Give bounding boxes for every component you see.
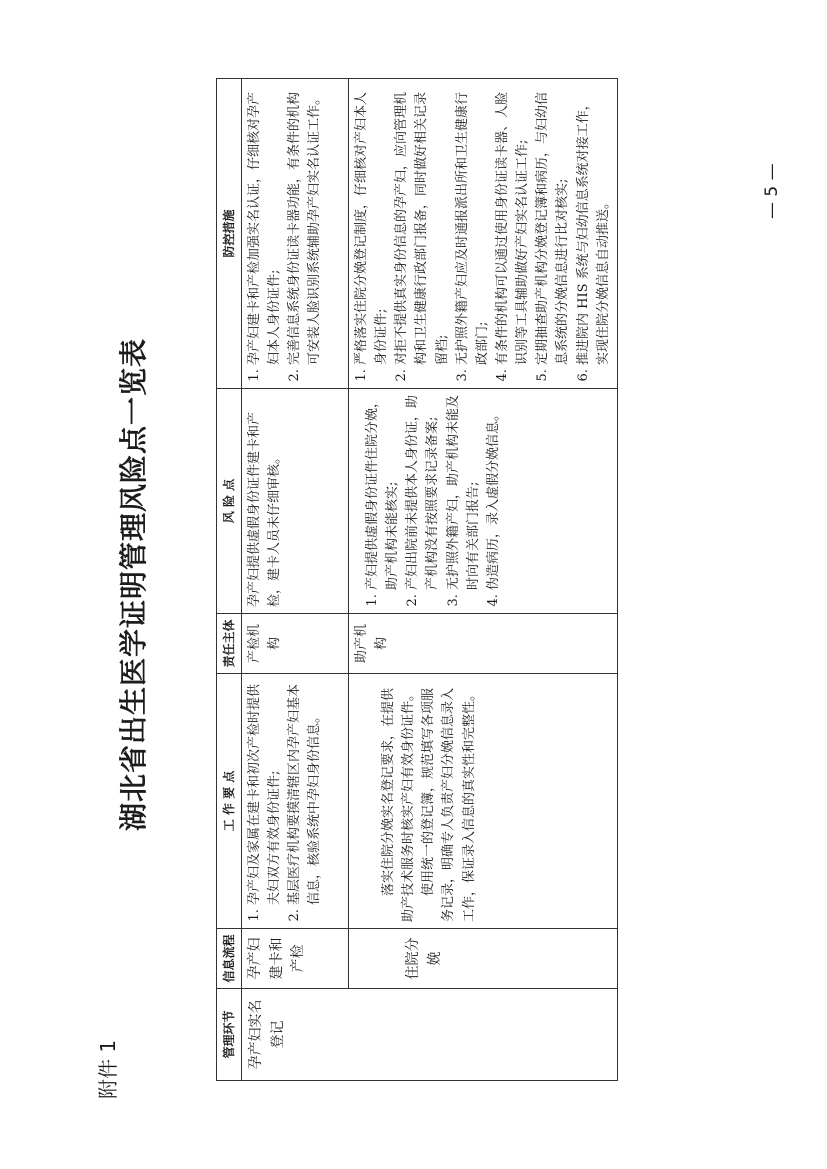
- responsible-cell: 产检机构: [242, 614, 349, 674]
- flow-cell: 住院分娩: [349, 929, 618, 989]
- responsible-cell: 助产机构: [349, 614, 618, 674]
- list-item: 1. 孕产妇及家属在建卡和初次产检时提供夫妇双方有效身份证件;: [245, 680, 285, 905]
- list-item: 2. 基层医疗机构要摸清辖区内孕产妇基本信息，核验系统中孕妇身份信息。: [285, 680, 325, 905]
- table-row: [349, 79, 618, 1081]
- header-responsible: 责任主体: [217, 614, 242, 674]
- risk-points-cell: 孕产妇提供虚假身份证件建卡和产检，建卡人员未仔细审核。: [242, 389, 349, 614]
- list-item: 1. 严格落实住院分娩登记制度，仔细核对产妇本人身份证件;: [352, 85, 392, 365]
- list-item: 2. 对拒不提供真实身份信息的孕产妇，应向管理机构和卫生健康行政部门报备，同时做好相关记录留档;: [392, 85, 452, 365]
- header-risk-points: 风 险 点: [217, 389, 242, 614]
- list-item: 2. 产妇出院前未提供本人身份证，助产机构没有按照要求记录备案;: [403, 395, 443, 590]
- page-title: 湖北省出生医学证明管理风险点一览表: [117, 338, 150, 832]
- list-item: 2. 完善信息系统身份证读卡器功能，有条件的机构可安装人脸识别系统辅助孕产妇实名认证工作。: [285, 85, 325, 365]
- key-points-cell: [242, 674, 349, 929]
- list-item: 1. 产妇提供虚假身份证件住院分娩，助产机构未能核实;: [363, 395, 403, 590]
- risk-table: [216, 78, 618, 1081]
- key-point-paragraph: 使用统一的登记簿，规范填写各项服务记录，明确专人负责产妇分娩信息录入工作，保证录入信息的真实性和完整性。: [421, 687, 477, 922]
- page-number: — 5 —: [762, 163, 782, 219]
- list-item: 3. 无护照外籍产妇，助产机构未能及时向有关部门报告;: [444, 395, 484, 590]
- header-flow: 信息流程: [217, 929, 242, 989]
- list-item: 6. 推进院内 HIS 系统与妇幼信息系统对接工作，实现住院分娩信息自动推送。: [574, 85, 614, 365]
- list-item: 3. 无护照外籍产妇应及时通报派出所和卫生健康行政部门;: [453, 85, 493, 365]
- stage-cell: 孕产妇实名登记: [242, 989, 618, 1081]
- header-stage: 管理环节: [217, 989, 242, 1081]
- table-row: [242, 79, 349, 1081]
- list-item: 4. 伪造病历，录入虚假分娩信息。: [484, 395, 504, 590]
- list-item: 5. 定期抽查助产机构分娩登记簿和病历，与妇幼信息系统的分娩信息进行比对核实;: [533, 85, 573, 365]
- key-point-paragraph: 落实住院分娩实名登记要求，在提供助产技术服务时核实产妇有效身份证件。: [381, 687, 417, 922]
- key-points-cell: [349, 674, 618, 929]
- measures-cell: [242, 79, 349, 389]
- list-item: 4. 有条件的机构可以通过使用身份证读卡器、人脸识别等工具辅助做好产妇实名认证工作;: [493, 85, 533, 365]
- list-item: 1. 孕产妇建卡和产检加强实名认证，仔细核对孕产妇本人身份证件;: [245, 85, 285, 365]
- header-key-points: 工 作 要 点: [217, 674, 242, 929]
- flow-cell: 孕产妇建卡和产检: [242, 929, 349, 989]
- measures-cell: [349, 79, 618, 389]
- table-header-row: [217, 79, 242, 1081]
- annex-label: 附件 1: [96, 1039, 120, 1099]
- header-measures: 防控措施: [217, 79, 242, 389]
- risk-points-cell: [349, 389, 618, 614]
